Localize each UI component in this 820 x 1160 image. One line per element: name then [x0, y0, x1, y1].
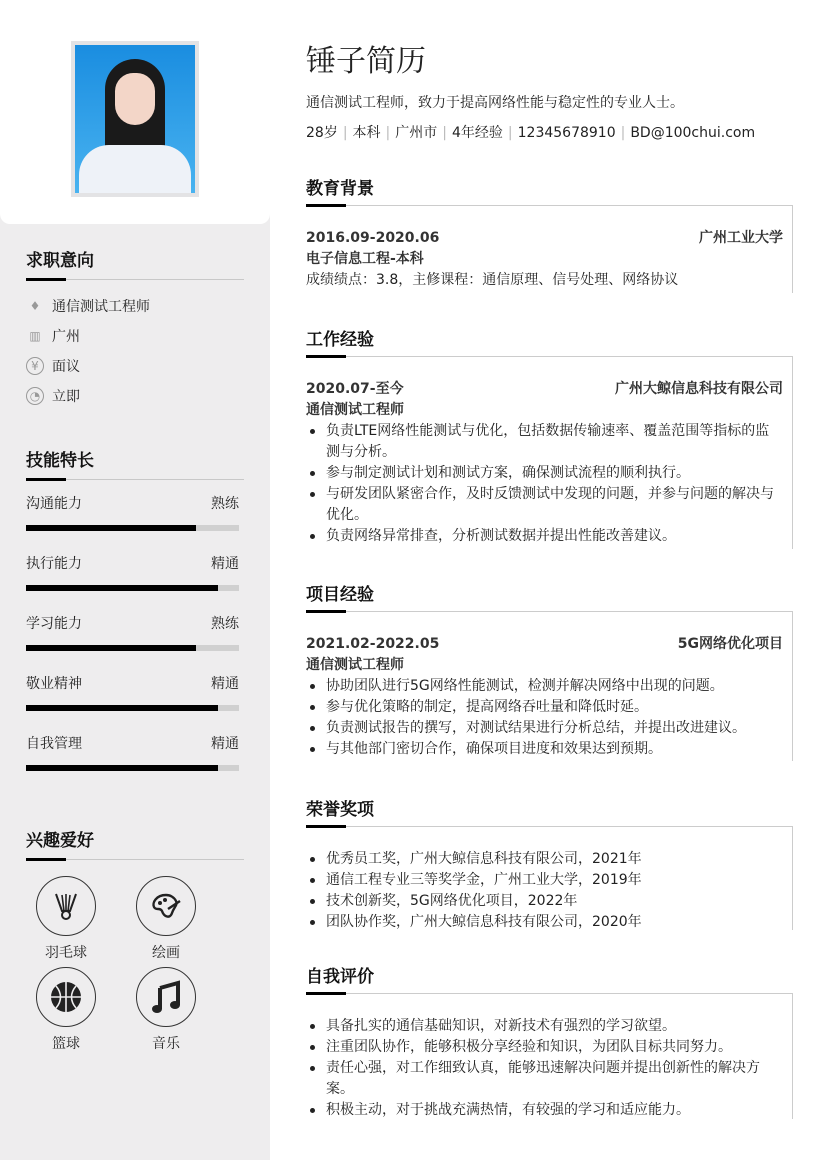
palette-icon [136, 876, 196, 936]
list-item: 责任心强，对工作细致认真，能够迅速解决问题并提出创新性的解决方案。 [306, 1058, 783, 1100]
skill-level: 精通 [211, 676, 239, 692]
list-item: 负责网络异常排查，分析测试数据并提出性能改善建议。 [306, 526, 783, 547]
section-title: 自我评价 [306, 967, 374, 987]
skill-name: 敬业精神 [26, 676, 82, 692]
intent-city [26, 326, 80, 346]
list-item: 参与优化策略的制定，提高网络吞吐量和降低时延。 [306, 697, 783, 718]
edu-major: 电子信息工程-本科 [306, 251, 424, 267]
list-item: 积极主动，对于挑战充满热情，有较强的学习和适应能力。 [306, 1100, 783, 1121]
list-item: 技术创新奖，5G网络优化项目，2022年 [306, 891, 783, 912]
phone: 12345678910 [517, 125, 616, 141]
edu-detail: 成绩绩点：3.8，主修课程：通信原理、信号处理、网络协议 [306, 272, 679, 288]
hobby-basketball [36, 967, 96, 1053]
skill-bar-fill [26, 705, 218, 711]
intent-title: 求职意向 [26, 246, 244, 280]
skill-bar-fill [26, 585, 218, 591]
photo-card [0, 0, 270, 224]
clock-icon: ◔ [26, 387, 44, 405]
skill-bar [26, 525, 239, 531]
section-title: 教育背景 [306, 179, 374, 199]
work-list [306, 421, 783, 547]
skill-level: 精通 [211, 736, 239, 752]
skill-bar-fill [26, 525, 196, 531]
skill-name: 自我管理 [26, 736, 82, 752]
self-eval-list [306, 1016, 783, 1121]
resume-name: 锤子简历 [306, 44, 426, 79]
hobby-label: 篮球 [52, 1036, 80, 1052]
skill-item [26, 673, 239, 711]
hobby-label: 音乐 [152, 1036, 180, 1052]
tie-icon: ♦ [29, 299, 41, 313]
list-item: 参与制定测试计划和测试方案，确保测试流程的顺利执行。 [306, 463, 783, 484]
skill-item [26, 613, 239, 651]
edu-date: 2016.09-2020.06 [306, 230, 440, 246]
section-title: 项目经验 [306, 585, 374, 605]
work-role: 通信测试工程师 [306, 402, 404, 418]
intent-text: 面议 [52, 359, 80, 375]
honors-list [306, 849, 783, 933]
skill-level: 精通 [211, 556, 239, 572]
list-item: 通信工程专业三等奖学金，广州工业大学，2019年 [306, 870, 783, 891]
section-title: 荣誉奖项 [306, 800, 374, 820]
yen-icon: ¥ [26, 357, 44, 375]
skill-name: 学习能力 [26, 616, 82, 632]
list-item: 优秀员工奖，广州大鲸信息科技有限公司，2021年 [306, 849, 783, 870]
hobbies-title: 兴趣爱好 [26, 826, 244, 860]
skill-bar [26, 765, 239, 771]
email: BD@100chui.com [630, 125, 756, 141]
self-eval-section [306, 962, 793, 1119]
list-item: 负责LTE网络性能测试与优化，包括数据传输速率、覆盖范围等指标的监测与分析。 [306, 421, 783, 463]
profile-photo [71, 41, 199, 197]
intent-text: 通信测试工程师 [52, 299, 150, 315]
project-section [306, 580, 793, 761]
project-name: 5G网络优化项目 [677, 636, 783, 652]
sidebar [0, 0, 270, 1160]
building-icon: ▥ [29, 329, 41, 343]
skill-level: 熟练 [211, 616, 239, 632]
edu-school: 广州工业大学 [699, 230, 783, 246]
list-item: 与其他部门密切合作，确保项目进度和效果达到预期。 [306, 739, 783, 760]
skill-item [26, 733, 239, 771]
honors-section [306, 795, 793, 930]
hobby-music [136, 967, 196, 1053]
section-title: 工作经验 [306, 330, 374, 350]
intent-text: 广州 [52, 329, 80, 345]
intent-text: 立即 [52, 389, 80, 405]
skill-bar [26, 585, 239, 591]
education-section [306, 174, 793, 293]
list-item: 具备扎实的通信基础知识，对新技术有强烈的学习欲望。 [306, 1016, 783, 1037]
list-item: 注重团队协作，能够积极分享经验和知识，为团队目标共同努力。 [306, 1037, 783, 1058]
degree: 本科 [352, 125, 381, 141]
hobby-label: 羽毛球 [45, 945, 87, 961]
hobby-label: 绘画 [152, 945, 180, 961]
hobby-painting [136, 876, 196, 962]
music-icon [136, 967, 196, 1027]
work-date: 2020.07-至今 [306, 381, 404, 397]
list-item: 团队协作奖，广州大鲸信息科技有限公司，2020年 [306, 912, 783, 933]
skill-bar-fill [26, 765, 218, 771]
intent-position [26, 296, 150, 316]
age: 28岁 [306, 125, 338, 141]
project-role: 通信测试工程师 [306, 657, 404, 673]
skill-name: 执行能力 [26, 556, 82, 572]
work-section [306, 325, 793, 549]
intent-start [26, 386, 80, 406]
project-list [306, 676, 783, 760]
intent-salary [26, 356, 80, 376]
basketball-icon [36, 967, 96, 1027]
contact-meta: 28岁 | 本科 | 广州市 | 4年经验 | 12345678910 | BD@100chui.com [306, 125, 756, 141]
skill-bar [26, 645, 239, 651]
skill-bar-fill [26, 645, 196, 651]
hobby-badminton [36, 876, 96, 962]
work-company: 广州大鲸信息科技有限公司 [615, 381, 783, 397]
skills-title: 技能特长 [26, 446, 244, 480]
city: 广州市 [395, 125, 438, 141]
list-item: 与研发团队紧密合作，及时反馈测试中发现的问题，并参与问题的解决与优化。 [306, 484, 783, 526]
skill-level: 熟练 [211, 496, 239, 512]
skill-item [26, 493, 239, 531]
badminton-icon [36, 876, 96, 936]
skill-item [26, 553, 239, 591]
summary: 通信测试工程师，致力于提高网络性能与稳定性的专业人士。 [306, 95, 684, 111]
list-item: 协助团队进行5G网络性能测试，检测并解决网络中出现的问题。 [306, 676, 783, 697]
project-date: 2021.02-2022.05 [306, 636, 440, 652]
skill-name: 沟通能力 [26, 496, 82, 512]
experience: 4年经验 [451, 125, 503, 141]
list-item: 负责测试报告的撰写，对测试结果进行分析总结，并提出改进建议。 [306, 718, 783, 739]
skill-bar [26, 705, 239, 711]
